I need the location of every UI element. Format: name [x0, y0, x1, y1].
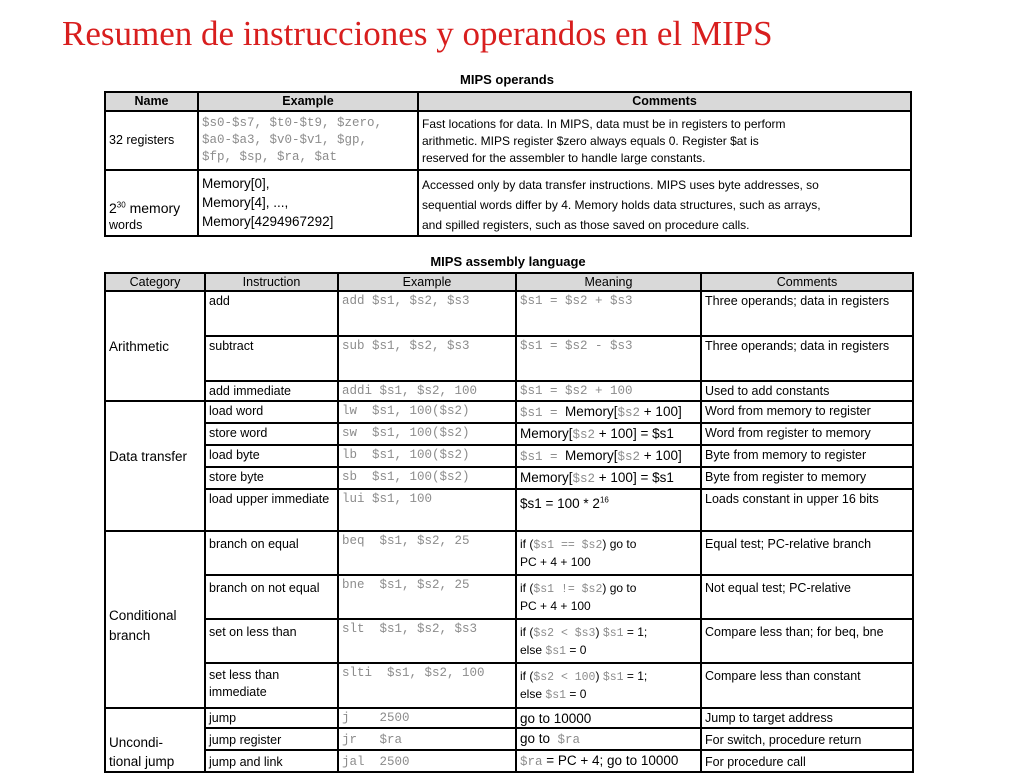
comment-cell: For procedure call [701, 750, 913, 772]
category-arithmetic: Arithmetic [105, 291, 205, 401]
meaning-cell: $s1 = $s2 + $s3 [516, 291, 701, 336]
example-cell: j 2500 [338, 708, 516, 728]
instruction-cell [205, 663, 338, 708]
meaning-part: $s1 != $s2 [533, 583, 603, 596]
table-row [105, 708, 913, 728]
table-row [105, 423, 913, 445]
header-example: Example [338, 273, 516, 291]
memory-example-line: Memory[4294967292] [202, 214, 334, 229]
instruction-cell: jump and link [205, 750, 338, 772]
meaning-part: else [520, 643, 546, 657]
table-row [105, 467, 913, 489]
category-unconditional-jump [105, 708, 205, 772]
meaning-part: + 100] [640, 404, 682, 419]
meaning-cell [516, 401, 701, 423]
meaning-line [520, 580, 697, 598]
meaning-part: $s1 [545, 645, 567, 658]
comment-cell: For switch, procedure return [701, 728, 913, 750]
memory-comment-line: and spilled registers, such as those saved on procedure calls. [422, 218, 750, 232]
header-example: Example [198, 92, 418, 111]
header-name: Name [105, 92, 198, 111]
meaning-line: PC + 4 + 100 [520, 555, 591, 569]
header-instruction: Instruction [205, 273, 338, 291]
example-cell: sw $s1, 100($s2) [338, 423, 516, 445]
instruction-cell: set on less than [205, 619, 338, 663]
instruction-cell: jump register [205, 728, 338, 750]
memory-comments [418, 170, 911, 236]
meaning-part: $s1 [545, 689, 567, 702]
instruction-line: immediate [209, 685, 267, 699]
assembly-header-row [105, 273, 913, 291]
table-row [105, 291, 913, 336]
table-row [105, 663, 913, 708]
example-cell: sub $s1, $s2, $s3 [338, 336, 516, 381]
example-cell: lui $s1, 100 [338, 489, 516, 531]
example-cell: bne $s1, $s2, 25 [338, 575, 516, 619]
comment-cell: Used to add constants [701, 381, 913, 401]
instruction-cell: add immediate [205, 381, 338, 401]
instruction-cell: store byte [205, 467, 338, 489]
meaning-line [520, 536, 697, 554]
meaning-part: = PC + 4; go to 10000 [542, 753, 679, 768]
comment-cell: Jump to target address [701, 708, 913, 728]
comment-cell: Three operands; data in registers [701, 336, 913, 381]
meaning-line [520, 686, 697, 704]
comment-cell: Byte from memory to register [701, 445, 913, 467]
meaning-cell [516, 467, 701, 489]
operands-caption: MIPS operands [460, 72, 554, 87]
category-line: Conditional [109, 607, 177, 623]
example-cell: slt $s1, $s2, $s3 [338, 619, 516, 663]
table-row [105, 728, 913, 750]
table-row [105, 381, 913, 401]
table-row [105, 445, 913, 467]
header-meaning: Meaning [516, 273, 701, 291]
example-cell: add $s1, $s2, $s3 [338, 291, 516, 336]
meaning-part: + 100] [640, 448, 682, 463]
meaning-part: $s1 == $s2 [533, 539, 603, 552]
instruction-cell: load byte [205, 445, 338, 467]
meaning-part: if ( [520, 669, 534, 683]
comment-cell: Loads constant in upper 16 bits [701, 489, 913, 531]
comment-cell: Not equal test; PC-relative [701, 575, 913, 619]
registers-name: 32 registers [105, 111, 198, 170]
instruction-cell: load word [205, 401, 338, 423]
comment-cell: Compare less than constant [701, 663, 913, 708]
registers-example-line: $fp, $sp, $ra, $at [202, 150, 338, 164]
meaning-part: Memory[ [565, 448, 618, 463]
meaning-cell [516, 750, 701, 772]
meaning-part: = 0 [566, 687, 587, 701]
instruction-cell: store word [205, 423, 338, 445]
meaning-part: $s2 < $s3 [533, 627, 596, 640]
meaning-line [520, 668, 697, 686]
meaning-part: ) go to [602, 537, 637, 551]
category-line: Uncondi- [109, 735, 164, 750]
meaning-part: = 1; [623, 669, 648, 683]
meaning-part: = 0 [566, 643, 587, 657]
meaning-part: go to [520, 731, 558, 746]
meaning-cell: go to 10000 [516, 708, 701, 728]
meaning-cell: $s1 = $s2 - $s3 [516, 336, 701, 381]
memory-name-rest: memory [125, 200, 181, 216]
meaning-part: if ( [520, 625, 534, 639]
example-cell: lw $s1, 100($s2) [338, 401, 516, 423]
memory-example-line: Memory[4], ..., [202, 195, 289, 210]
meaning-cell [516, 489, 701, 531]
memory-comment-line: sequential words differ by 4. Memory holds data structures, such as arrays, [422, 198, 821, 212]
meaning-part: if ( [520, 537, 534, 551]
registers-comment-line: Fast locations for data. In MIPS, data must be in registers to perform [422, 117, 786, 131]
example-cell: sb $s1, 100($s2) [338, 467, 516, 489]
meaning-part: $ra [520, 755, 543, 769]
meaning-part: $s2 < 100 [533, 671, 596, 684]
meaning-cell [516, 445, 701, 467]
header-category: Category [105, 273, 205, 291]
example-cell: slti $s1, $s2, 100 [338, 663, 516, 708]
meaning-cell [516, 619, 701, 663]
meaning-part: else [520, 687, 546, 701]
meaning-part: = 1; [623, 625, 648, 639]
memory-name-line1 [109, 200, 194, 217]
meaning-part: $s1 = [520, 450, 566, 464]
meaning-part: Memory[ [565, 404, 618, 419]
table-row [105, 750, 913, 772]
memory-example-line: Memory[0], [202, 176, 270, 191]
instruction-cell: branch on not equal [205, 575, 338, 619]
table-row [105, 619, 913, 663]
category-line: branch [109, 627, 151, 643]
instruction-cell: add [205, 291, 338, 336]
registers-example [198, 111, 418, 170]
memory-row [105, 170, 911, 236]
example-cell: lb $s1, 100($s2) [338, 445, 516, 467]
operands-table [104, 91, 912, 237]
meaning-line [520, 624, 697, 642]
meaning-part: if ( [520, 581, 534, 595]
instruction-line: set less than [209, 668, 280, 682]
registers-comments [418, 111, 911, 170]
instruction-cell: branch on equal [205, 531, 338, 575]
comment-cell: Compare less than; for beq, bne [701, 619, 913, 663]
meaning-part: ) [595, 669, 603, 683]
meaning-part: + 100] = $s1 [595, 470, 674, 485]
meaning-part: $ra [557, 733, 581, 747]
meaning-part: ) [595, 625, 603, 639]
example-cell: beq $s1, $s2, 25 [338, 531, 516, 575]
category-line: tional jump [109, 754, 175, 769]
instruction-cell: load upper immediate [205, 489, 338, 531]
registers-example-line: $a0-$a3, $v0-$v1, $gp, [202, 133, 368, 147]
meaning-part: Memory[ [520, 426, 573, 441]
memory-name-exponent: 30 [116, 200, 126, 210]
memory-name [105, 170, 198, 236]
table-row [105, 575, 913, 619]
meaning-part: + 100] = $s1 [595, 426, 674, 441]
meaning-line [520, 642, 697, 660]
operands-header-row [105, 92, 911, 111]
assembly-caption: MIPS assembly language [430, 254, 586, 269]
category-conditional-branch [105, 531, 205, 708]
registers-comment-line: arithmetic. MIPS register $zero always equals 0. Register $at is [422, 134, 759, 148]
meaning-part: $s2 [617, 450, 641, 464]
example-cell: jr $ra [338, 728, 516, 750]
table-row [105, 336, 913, 381]
assembly-table [104, 272, 914, 773]
meaning-exponent: 16 [599, 495, 609, 505]
registers-comment-line: reserved for the assembler to handle large constants. [422, 151, 706, 165]
comment-cell: Equal test; PC-relative branch [701, 531, 913, 575]
meaning-part: $s2 [572, 472, 596, 486]
meaning-part: $s1 = 100 * 2 [520, 496, 600, 511]
example-cell: addi $s1, $s2, 100 [338, 381, 516, 401]
memory-name-base: 2 [109, 200, 117, 216]
meaning-cell [516, 728, 701, 750]
meaning-part: Memory[ [520, 470, 573, 485]
meaning-cell: $s1 = $s2 + 100 [516, 381, 701, 401]
meaning-part: $s2 [572, 428, 596, 442]
comment-cell: Word from register to memory [701, 423, 913, 445]
registers-row [105, 111, 911, 170]
comment-cell: Byte from register to memory [701, 467, 913, 489]
comment-cell: Three operands; data in registers [701, 291, 913, 336]
category-data-transfer: Data transfer [105, 401, 205, 531]
table-row [105, 489, 913, 531]
meaning-part: ) go to [602, 581, 637, 595]
meaning-line: PC + 4 + 100 [520, 599, 591, 613]
meaning-cell [516, 531, 701, 575]
header-comments: Comments [701, 273, 913, 291]
comment-cell: Word from memory to register [701, 401, 913, 423]
memory-comment-line: Accessed only by data transfer instructions. MIPS uses byte addresses, so [422, 178, 819, 192]
instruction-cell: jump [205, 708, 338, 728]
meaning-part: $s1 [602, 671, 624, 684]
meaning-part: $s2 [617, 406, 641, 420]
meaning-cell [516, 423, 701, 445]
memory-example [198, 170, 418, 236]
header-comments: Comments [418, 92, 911, 111]
meaning-cell [516, 663, 701, 708]
table-row [105, 531, 913, 575]
meaning-part: $s1 = [520, 406, 566, 420]
memory-name-line2: words [109, 218, 143, 232]
meaning-part: $s1 [602, 627, 624, 640]
example-cell: jal 2500 [338, 750, 516, 772]
table-row [105, 401, 913, 423]
registers-example-line: $s0-$s7, $t0-$t9, $zero, [202, 116, 383, 130]
page-title: Resumen de instrucciones y operandos en el MIPS [62, 14, 773, 53]
meaning-cell [516, 575, 701, 619]
instruction-cell: subtract [205, 336, 338, 381]
